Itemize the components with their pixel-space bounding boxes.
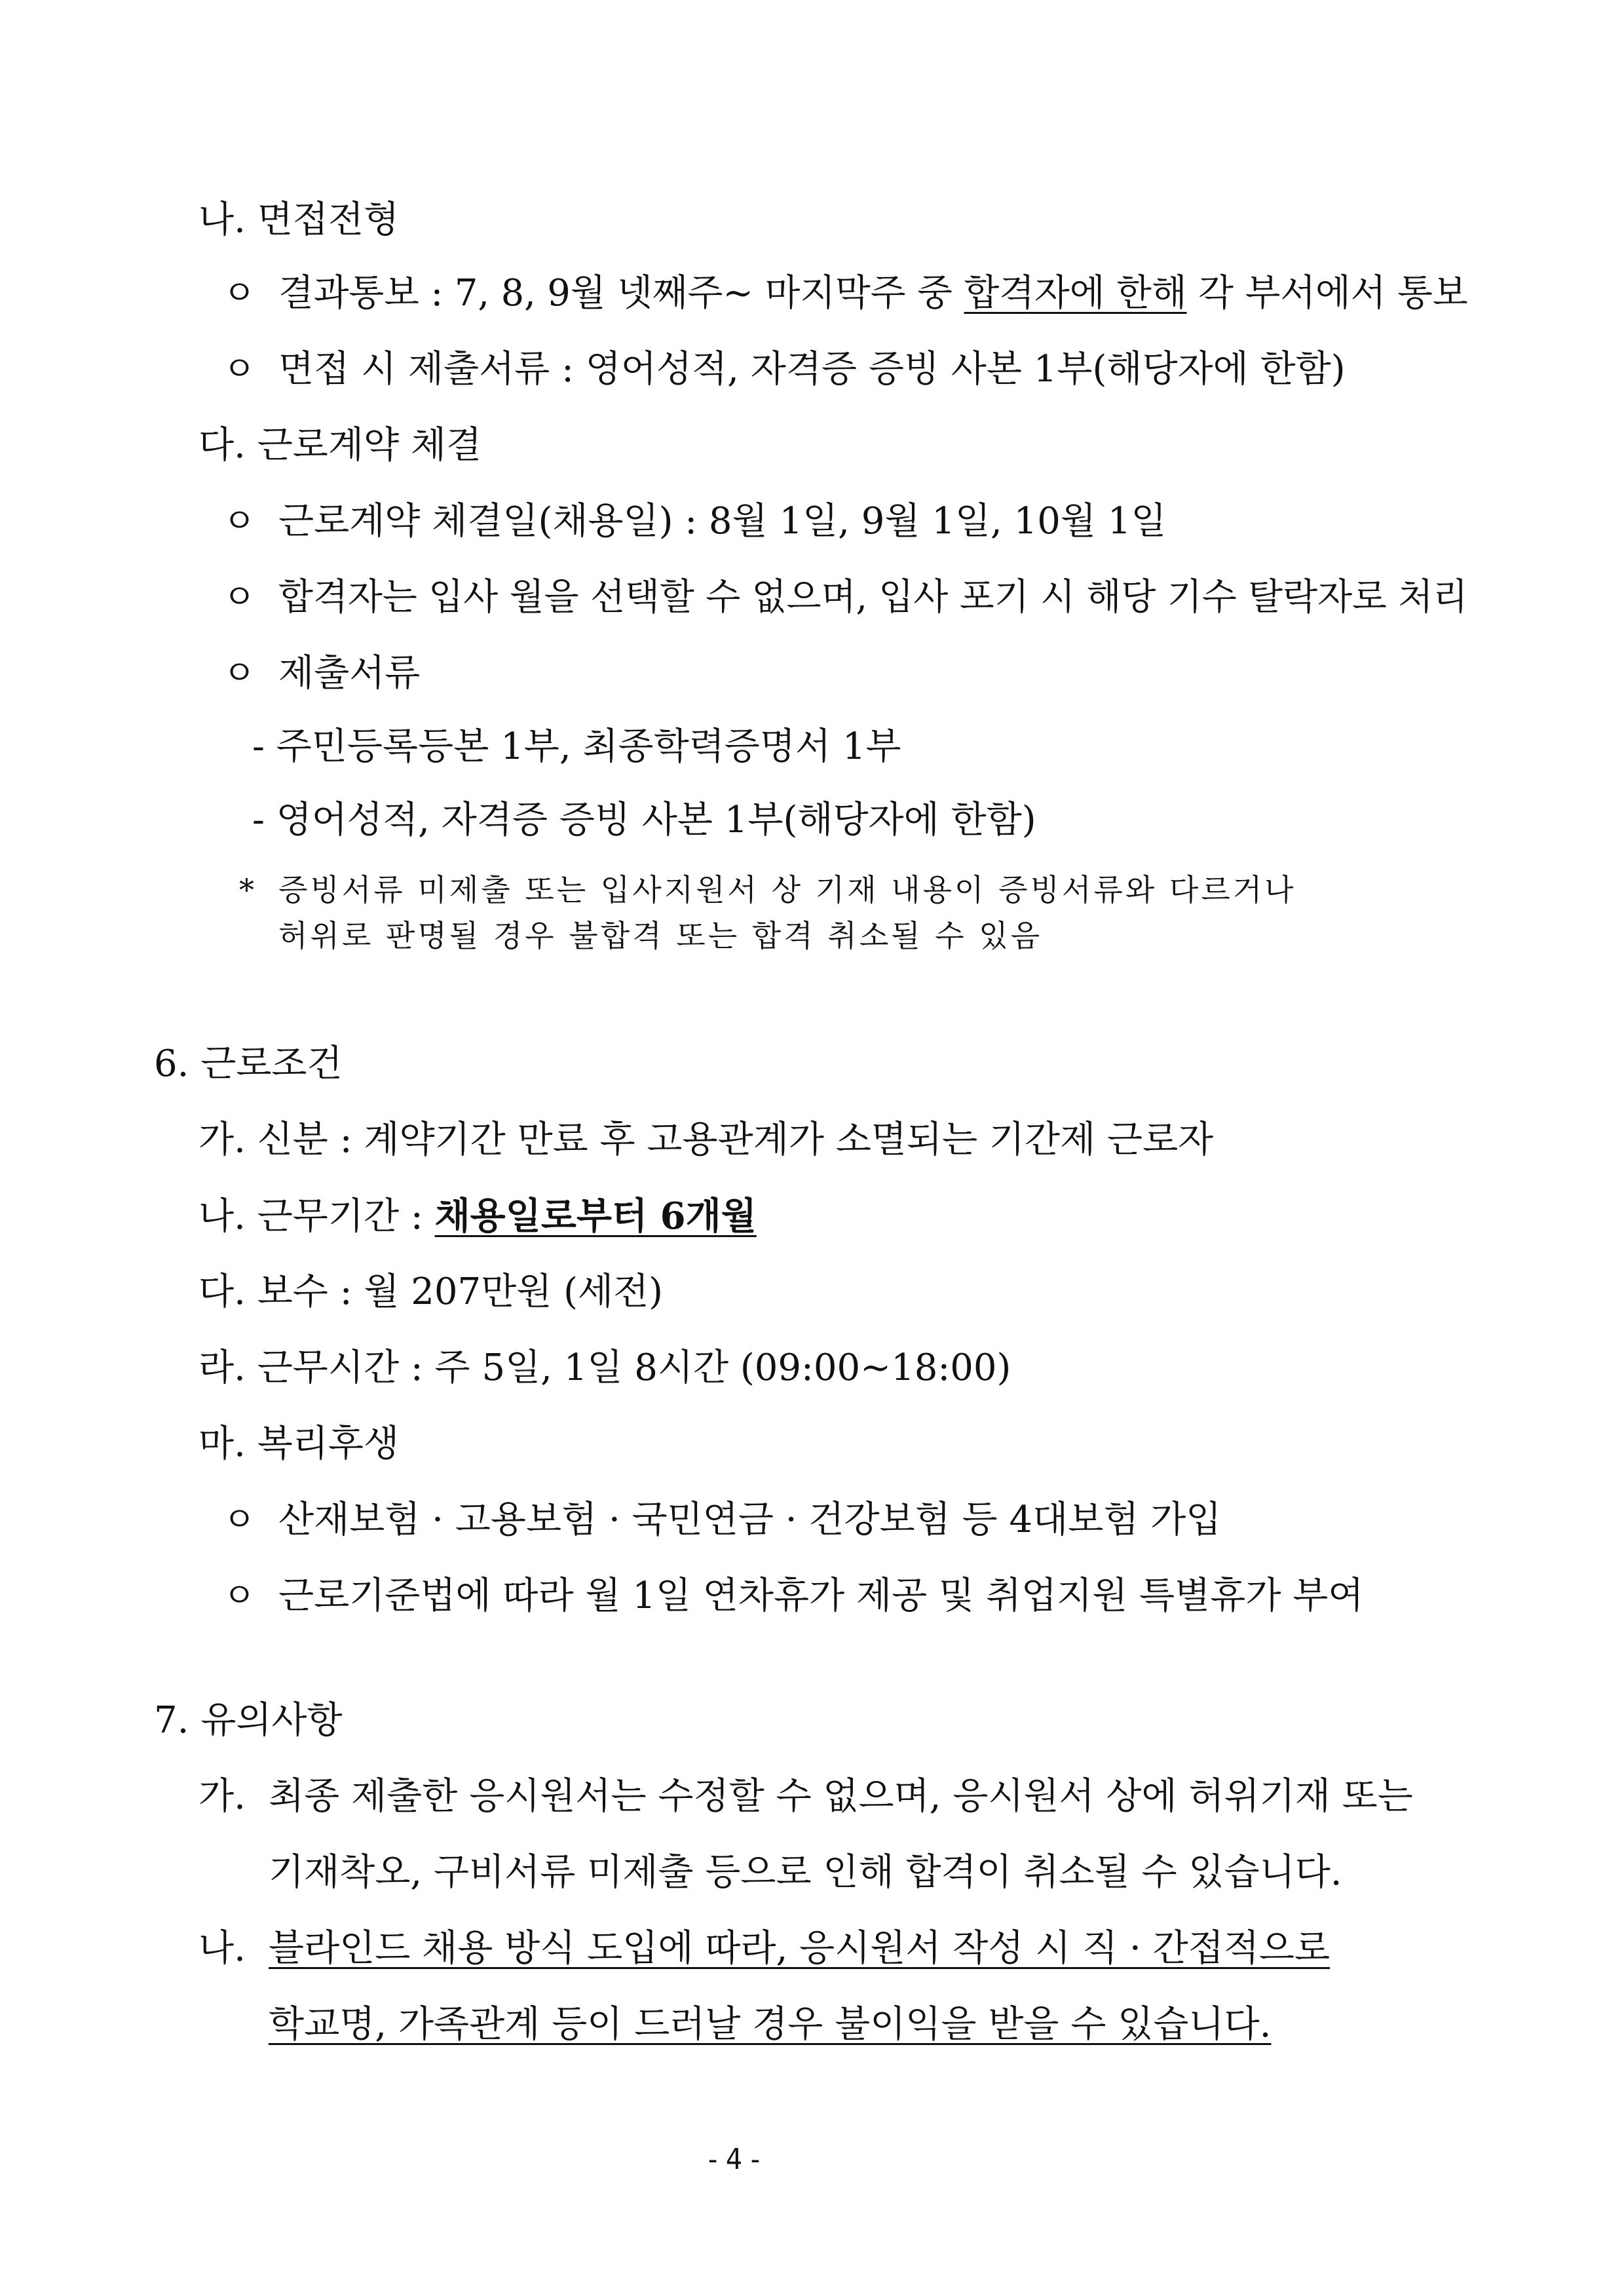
notes-item-text: 최종 제출한 응시원서는 수정할 수 없으며, 응시원서 상에 허위기재 또는 <box>269 1775 1413 1818</box>
interview-result-suffix: 각 부서에서 통보 <box>1186 272 1468 315</box>
section-title-working-conditions: 6. 근로조건 <box>154 1043 343 1085</box>
welfare-insurance: 산재보험 · 고용보험 · 국민연금 · 건강보험 등 4대보험 가입 <box>278 1499 1222 1541</box>
interview-result-notice <box>278 270 1468 317</box>
notes-item-label: 나. <box>198 1927 246 1970</box>
contract-doc-item: - 주민등록등본 1부, 최종학력증명서 1부 <box>252 725 901 768</box>
interview-result-prefix: 결과통보 : 7, 8, 9월 넷째주~ 마지막주 중 <box>278 272 964 315</box>
working-period-label: 나. 근무기간 : <box>198 1195 435 1238</box>
working-hours: 라. 근무시간 : 주 5일, 1일 8시간 (09:00~18:00) <box>198 1347 1011 1389</box>
contract-documents-heading: 제출서류 <box>278 652 421 695</box>
bullet-icon: ㅇ <box>223 1577 256 1616</box>
interview-documents: 면접 시 제출서류 : 영어성적, 자격증 증빙 사본 1부(해당자에 한함) <box>278 348 1346 391</box>
note-line: 허위로 판명될 경우 불합격 또는 합격 취소될 수 있음 <box>278 918 1043 953</box>
contract-doc-item: - 영어성적, 자격증 증빙 사본 1부(해당자에 한함) <box>252 799 1036 841</box>
note-asterisk: * <box>239 872 257 908</box>
bullet-icon: ㅇ <box>223 350 256 389</box>
working-status: 가. 신분 : 계약기간 만료 후 고용관계가 소멸되는 기간제 근로자 <box>198 1119 1214 1161</box>
working-period <box>198 1193 757 1240</box>
bullet-icon: ㅇ <box>223 1501 256 1540</box>
contract-date: 근로계약 체결일(채용일) : 8월 1일, 9월 1일, 10월 1일 <box>278 500 1167 543</box>
welfare-leave: 근로기준법에 따라 월 1일 연차휴가 제공 및 취업지원 특별휴가 부여 <box>278 1575 1364 1617</box>
welfare-heading: 마. 복리후생 <box>198 1423 400 1465</box>
subsection-interview: 나. 면접전형 <box>198 199 400 241</box>
salary: 다. 보수 : 월 207만원 (세전) <box>198 1271 664 1313</box>
notes-item-label: 가. <box>198 1775 246 1818</box>
working-period-value: 채용일로부터 6개월 <box>434 1195 757 1238</box>
interview-result-underlined: 합격자에 한해 <box>964 272 1187 315</box>
bullet-icon: ㅇ <box>223 274 256 313</box>
contract-month-rule: 합격자는 입사 월을 선택할 수 없으며, 입사 포기 시 해당 기수 탈락자로 처리 <box>278 576 1468 619</box>
page-number: - 4 - <box>708 2143 761 2176</box>
bullet-icon: ㅇ <box>223 654 256 693</box>
subsection-contract: 다. 근로계약 체결 <box>198 424 482 467</box>
notes-blind-hiring: 블라인드 채용 방식 도입에 따라, 응시원서 작성 시 직 · 간접적으로 <box>269 1927 1331 1970</box>
bullet-icon: ㅇ <box>223 502 256 541</box>
note-line: 증빙서류 미제출 또는 입사지원서 상 기재 내용이 증빙서류와 다르거나 <box>278 872 1296 908</box>
notes-blind-hiring: 학교명, 가족관계 등이 드러날 경우 불이익을 받을 수 있습니다. <box>269 2003 1272 2046</box>
bullet-icon: ㅇ <box>223 578 256 617</box>
notes-item-text: 기재착오, 구비서류 미제출 등으로 인해 합격이 취소될 수 있습니다. <box>269 1851 1342 1894</box>
section-title-notes: 7. 유의사항 <box>154 1699 343 1742</box>
